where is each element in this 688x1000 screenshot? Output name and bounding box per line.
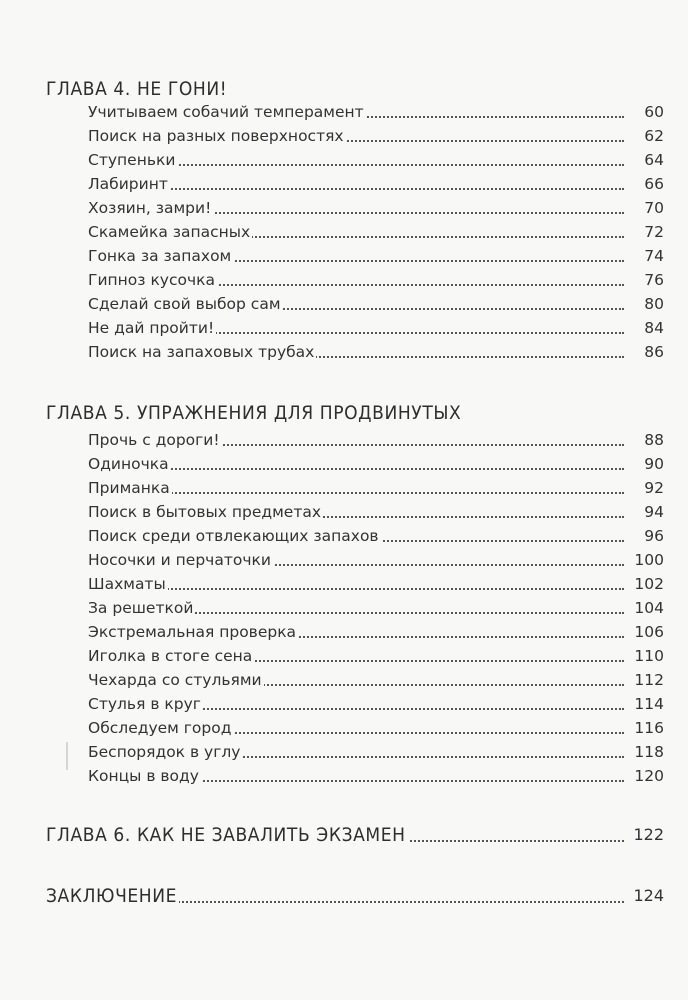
entry-page: 124	[629, 882, 664, 910]
entry-label: Учитываем собачий темперамент	[88, 100, 366, 124]
entry-label: Гонка за запахом	[88, 244, 233, 268]
entry-page: 74	[640, 244, 664, 268]
entry-label: Ступеньки	[88, 148, 177, 172]
entry-page: 120	[630, 764, 664, 788]
toc-entry[interactable]	[88, 668, 664, 692]
entry-page: 86	[640, 340, 664, 364]
entry-page: 118	[630, 740, 664, 764]
entry-label: Стулья в круг	[88, 692, 203, 716]
toc-entry[interactable]	[88, 716, 664, 740]
toc-entry[interactable]	[88, 220, 664, 244]
entry-page: 96	[640, 524, 664, 548]
toc-entry[interactable]	[88, 692, 664, 716]
toc-entry[interactable]	[88, 244, 664, 268]
chapter-6-title: ГЛАВА 6. КАК НЕ ЗАВАЛИТЬ ЭКЗАМЕН	[46, 821, 408, 849]
entry-label: Концы в воду	[88, 764, 201, 788]
entry-label: Приманка	[88, 476, 172, 500]
entry-page: 102	[630, 572, 664, 596]
toc-entry[interactable]	[88, 428, 664, 452]
entry-label: Одиночка	[88, 452, 171, 476]
toc-entry-conclusion[interactable]	[46, 882, 664, 910]
entry-page: 62	[640, 124, 664, 148]
toc-entry[interactable]	[88, 620, 664, 644]
entry-label: Обследуем город	[88, 716, 233, 740]
entry-page: 94	[640, 500, 664, 524]
entry-label: Прочь с дороги!	[88, 428, 222, 452]
toc-entry[interactable]	[88, 340, 664, 364]
entry-label: Поиск на запаховых трубах	[88, 340, 316, 364]
entry-label: Не дай пройти!	[88, 316, 216, 340]
toc-entry[interactable]	[88, 172, 664, 196]
entry-page: 80	[640, 292, 664, 316]
toc-entry[interactable]	[88, 644, 664, 668]
entry-label: Поиск в бытовых предметах	[88, 500, 323, 524]
entry-label: Поиск на разных поверхностях	[88, 124, 346, 148]
toc-entry[interactable]	[88, 476, 664, 500]
toc-entry-chapter-6[interactable]	[46, 821, 664, 849]
toc-entry[interactable]	[88, 596, 664, 620]
entry-label: За решеткой	[88, 596, 195, 620]
toc-entry[interactable]	[88, 316, 664, 340]
entry-page: 92	[640, 476, 664, 500]
entry-label: Иголка в стоге сена	[88, 644, 254, 668]
toc-entry[interactable]	[88, 764, 664, 788]
entry-page: 106	[630, 620, 664, 644]
entry-page: 112	[630, 668, 664, 692]
toc-entry[interactable]	[88, 500, 664, 524]
entry-page: 84	[640, 316, 664, 340]
entry-page: 76	[640, 268, 664, 292]
entry-label: Поиск среди отвлекающих запахов	[88, 524, 381, 548]
entry-page: 90	[640, 452, 664, 476]
entry-page: 70	[640, 196, 664, 220]
entry-page: 60	[640, 100, 664, 124]
entry-page: 116	[630, 716, 664, 740]
toc-entry[interactable]	[88, 148, 664, 172]
toc-entry[interactable]	[88, 268, 664, 292]
entry-page: 122	[629, 821, 664, 849]
entry-page: 110	[630, 644, 664, 668]
chapter-4-title: ГЛАВА 4. НЕ ГОНИ!	[46, 78, 228, 100]
toc-entry[interactable]	[88, 100, 664, 124]
toc-entry[interactable]	[88, 548, 664, 572]
toc-entry[interactable]	[88, 292, 664, 316]
entry-page: 100	[630, 548, 664, 572]
toc-entry[interactable]	[88, 572, 664, 596]
toc-entry[interactable]	[88, 124, 664, 148]
entry-label: Носочки и перчаточки	[88, 548, 273, 572]
entry-label: Скамейка запасных	[88, 220, 252, 244]
entry-page: 88	[640, 428, 664, 452]
toc-entry[interactable]	[88, 452, 664, 476]
chapter-5-title: ГЛАВА 5. УПРАЖНЕНИЯ ДЛЯ ПРОДВИНУТЫХ	[46, 402, 462, 424]
entry-label: Беспорядок в углу	[88, 740, 242, 764]
entry-page: 66	[640, 172, 664, 196]
entry-label: Экстремальная проверка	[88, 620, 298, 644]
toc-entry[interactable]	[88, 740, 664, 764]
entry-label: Лабиринт	[88, 172, 170, 196]
entry-page: 104	[630, 596, 664, 620]
entry-label: Сделай свой выбор сам	[88, 292, 283, 316]
entry-label: Чехарда со стульями	[88, 668, 264, 692]
dot-leader	[88, 588, 624, 590]
entry-label: Хозяин, замри!	[88, 196, 213, 220]
entry-label: Гипноз кусочка	[88, 268, 217, 292]
entry-page: 64	[640, 148, 664, 172]
margin-mark	[66, 742, 68, 770]
toc-entry[interactable]	[88, 524, 664, 548]
entry-page: 72	[640, 220, 664, 244]
toc-entry[interactable]	[88, 196, 664, 220]
entry-label: Шахматы	[88, 572, 168, 596]
conclusion-title: ЗАКЛЮЧЕНИЕ	[46, 882, 179, 910]
entry-page: 114	[630, 692, 664, 716]
